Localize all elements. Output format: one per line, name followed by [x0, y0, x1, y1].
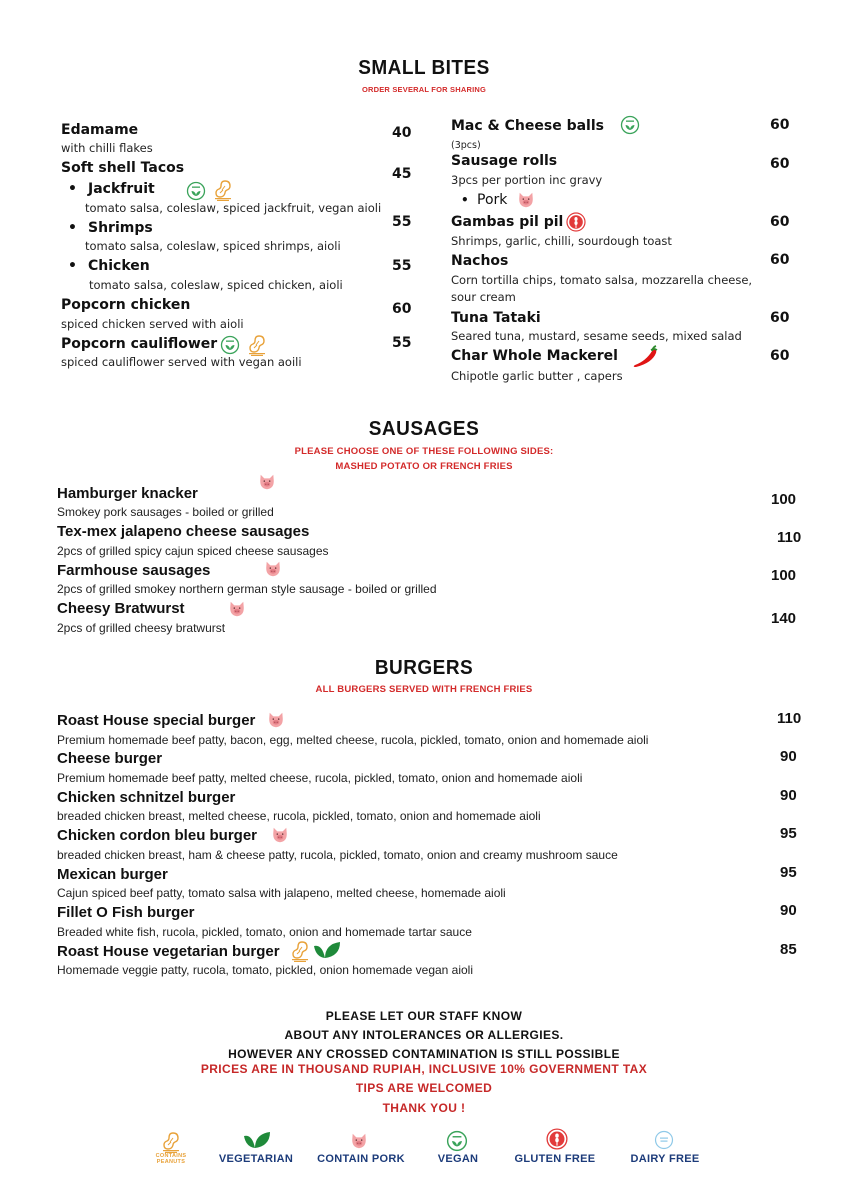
item-price: 90 — [780, 902, 797, 919]
item-price: 100 — [771, 567, 797, 584]
section-title-sausages: SAUSAGES — [368, 418, 480, 440]
item-desc: 2pcs of grilled cheesy bratwurst — [57, 621, 226, 635]
peanut-icon — [213, 179, 233, 201]
footer-tips-note: TIPS ARE WELCOMED — [355, 1081, 493, 1095]
item-price: 45 — [392, 166, 412, 182]
option-price: 55 — [392, 214, 412, 230]
footer-thank-you: THANK YOU ! — [382, 1101, 466, 1115]
gluten-free-icon — [566, 212, 586, 232]
item-name: Cheese burger — [57, 750, 163, 767]
legend-label: GLUTEN FREE — [514, 1153, 596, 1165]
item-desc: Chipotle garlic butter , capers — [451, 369, 623, 383]
item-price: 100 — [771, 491, 797, 508]
legend-label: VEGETARIAN — [218, 1153, 294, 1165]
vegetarian-leaves-icon — [312, 940, 342, 960]
item-name: Soft shell Tacos — [61, 160, 185, 176]
item-desc: with chilli flakes — [61, 141, 153, 155]
option-name: Pork — [477, 192, 508, 208]
item-name: Gambas pil pil — [451, 214, 564, 230]
section-subtitle-burgers: ALL BURGERS SERVED WITH FRENCH FRIES — [315, 684, 533, 695]
item-desc: Premium homemade beef patty, melted cheese, rucola, pickled, tomato, onion and homemade aioli — [57, 771, 583, 785]
pig-icon — [517, 191, 535, 209]
item-price: 95 — [780, 864, 797, 881]
legend-label: CONTAIN PORK — [317, 1153, 405, 1165]
pig-icon — [267, 711, 285, 729]
item-name: Nachos — [451, 253, 509, 269]
legend-label: CONTAINS PEANUTS — [155, 1153, 187, 1165]
pig-icon — [228, 600, 246, 618]
peanut-icon — [247, 334, 267, 356]
item-desc: Breaded white fish, rucola, pickled, tomato, onion and homemade tartar sauce — [57, 925, 472, 939]
option-price: 55 — [392, 258, 412, 274]
footer-allergy-line3: HOWEVER ANY CROSSED CONTAMINATION IS STILL POSSIBLE — [228, 1047, 620, 1061]
item-name: Chicken schnitzel burger — [57, 789, 236, 806]
item-price: 60 — [770, 310, 790, 326]
item-price: 110 — [777, 710, 802, 727]
wheat-icon — [546, 1128, 568, 1150]
item-price: 90 — [780, 787, 797, 804]
item-desc: Cajun spiced beef patty, tomato salsa with jalapeno, melted cheese, homemade aioli — [57, 886, 506, 900]
item-desc-line2: sour cream — [451, 290, 516, 304]
vegan-icon — [220, 335, 240, 355]
section-title-small-bites: SMALL BITES — [358, 57, 490, 79]
item-name: Mexican burger — [57, 866, 168, 883]
bullet-icon: • — [68, 181, 77, 197]
item-desc: 2pcs of grilled spicy cajun spiced cheese sausages — [57, 544, 329, 558]
item-name: Popcorn chicken — [61, 297, 191, 313]
item-desc: Smokey pork sausages - boiled or grilled — [57, 505, 274, 519]
item-name: Tex-mex jalapeno cheese sausages — [57, 523, 310, 540]
footer-allergy-line2: ABOUT ANY INTOLERANCES OR ALLERGIES. — [284, 1028, 564, 1042]
item-name: Mac & Cheese balls — [451, 118, 604, 134]
item-desc: spiced chicken served with aioli — [61, 317, 244, 331]
bullet-icon: • — [68, 258, 77, 274]
item-name: Chicken cordon bleu burger — [57, 827, 258, 844]
item-name: Fillet O Fish burger — [57, 904, 195, 921]
item-name: Farmhouse sausages — [57, 562, 211, 579]
vegan-icon — [446, 1130, 468, 1152]
item-desc: 2pcs of grilled smokey northern german style sausage - boiled or grilled — [57, 582, 437, 596]
item-price: 90 — [780, 748, 797, 765]
bullet-icon: • — [68, 220, 77, 236]
item-name: Sausage rolls — [451, 153, 558, 169]
item-price: 60 — [770, 117, 790, 133]
item-desc: 3pcs per portion inc gravy — [451, 173, 603, 187]
option-desc: tomato salsa, coleslaw, spiced chicken, aioli — [89, 278, 343, 292]
item-price: 60 — [392, 301, 412, 317]
pig-icon — [258, 473, 276, 491]
item-desc: Homemade veggie patty, rucola, tomato, pickled, onion homemade vegan aioli — [57, 963, 474, 977]
item-price: 60 — [770, 156, 790, 172]
legend-label: DAIRY FREE — [630, 1153, 700, 1165]
item-desc: (3pcs) — [451, 140, 481, 151]
item-name: Edamame — [61, 122, 139, 138]
item-price: 85 — [780, 941, 797, 958]
item-desc: breaded chicken breast, ham & cheese patty, rucola, pickled, tomato, onion and creamy mushroom sauce — [57, 848, 618, 862]
item-price: 60 — [770, 348, 790, 364]
section-subtitle-sausages-line2: MASHED POTATO OR FRENCH FRIES — [335, 461, 513, 472]
item-desc: spiced cauliflower served with vegan aoili — [61, 355, 302, 369]
item-desc: Premium homemade beef patty, bacon, egg, melted cheese, rucola, pickled, tomato, onion and homemade aioli — [57, 733, 649, 747]
item-name: Popcorn cauliflower — [61, 336, 218, 352]
item-desc: Corn tortilla chips, tomato salsa, mozzarella cheese, — [451, 273, 753, 287]
item-desc: breaded chicken breast, melted cheese, rucola, pickled, tomato, onion and homemade aioli — [57, 809, 541, 823]
option-name: Jackfruit — [88, 181, 155, 197]
pig-icon — [350, 1132, 368, 1150]
option-name: Chicken — [88, 258, 150, 274]
option-desc: tomato salsa, coleslaw, spiced jackfruit, vegan aioli — [85, 201, 382, 215]
bullet-icon: • — [461, 193, 469, 207]
item-price: 60 — [770, 214, 790, 230]
item-price: 60 — [770, 252, 790, 268]
footer-allergy-line1: PLEASE LET OUR STAFF KNOW — [325, 1009, 523, 1023]
pig-icon — [264, 560, 282, 578]
item-name: Roast House special burger — [57, 712, 256, 729]
item-name: Hamburger knacker — [57, 485, 198, 502]
dairy-free-icon — [654, 1130, 674, 1150]
pig-icon — [271, 826, 289, 844]
item-price: 95 — [780, 825, 797, 842]
item-price: 140 — [771, 610, 797, 627]
chili-pepper-icon — [630, 345, 660, 369]
item-price: 110 — [777, 529, 802, 546]
item-name: Char Whole Mackerel — [451, 348, 618, 364]
vegan-icon — [620, 115, 640, 135]
section-subtitle-small-bites: ORDER SEVERAL FOR SHARING — [361, 85, 487, 94]
section-title-burgers: BURGERS — [374, 657, 474, 679]
item-desc: Seared tuna, mustard, sesame seeds, mixed salad — [451, 329, 742, 343]
option-name: Shrimps — [88, 220, 153, 236]
option-desc: tomato salsa, coleslaw, spiced shrimps, aioli — [85, 239, 341, 253]
section-subtitle-sausages-line1: PLEASE CHOOSE ONE OF THESE FOLLOWING SIDES: — [294, 446, 554, 457]
item-price: 40 — [392, 125, 412, 141]
item-desc: Shrimps, garlic, chilli, sourdough toast — [451, 234, 672, 248]
item-price: 55 — [392, 335, 412, 351]
peanut-icon — [290, 940, 310, 962]
vegan-icon — [186, 181, 206, 201]
legend-label: VEGAN — [437, 1153, 479, 1165]
peanut-icon — [161, 1131, 181, 1153]
item-name: Roast House vegetarian burger — [57, 943, 280, 960]
footer-prices-note: PRICES ARE IN THOUSAND RUPIAH, INCLUSIVE 10% GOVERNMENT TAX — [200, 1062, 648, 1076]
item-name: Cheesy Bratwurst — [57, 600, 185, 617]
item-name: Tuna Tataki — [451, 310, 541, 326]
leaves-icon — [242, 1130, 272, 1150]
